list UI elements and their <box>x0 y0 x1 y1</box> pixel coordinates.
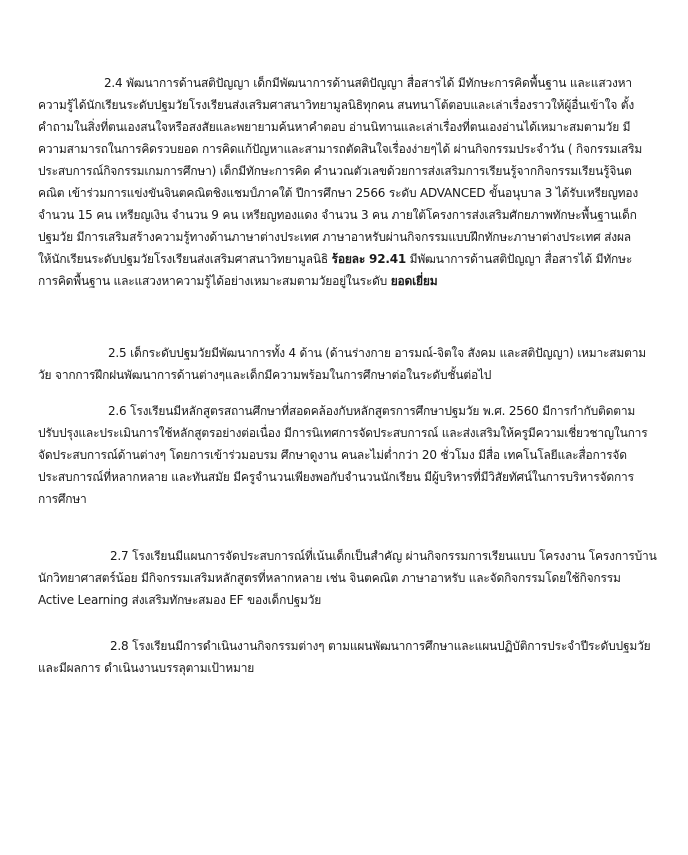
paragraph-line: 2.8 โรงเรียนมีการดำเนินงานกิจกรรมต่างๆ ตามแผนพัฒนาการศึกษาและแผนปฏิบัติการประจำปีระดับปฐมวัย <box>110 639 651 653</box>
paragraph-line: และมีผลการ ดำเนินงานบรรลุตามเป้าหมาย <box>38 661 255 675</box>
paragraph-line: 2.6 โรงเรียนมีหลักสูตรสถานศึกษาที่สอดคล้องกับหลักสูตรการศึกษาปฐมวัย พ.ศ. 2560 มีการกำกับติดตาม <box>108 404 636 418</box>
paragraph-2-8 <box>38 635 658 679</box>
paragraph-line: ความรู้ได้นักเรียนระดับปฐมวัยโรงเรียนส่งเสริมศาสนาวิทยามูลนิธิทุกคน สนทนาโต้ตอบและเล่าเรื่องราวให้ผู้อื่นเข้าใจ ตั้ง <box>38 98 635 112</box>
paragraph-line: ปรับปรุงและประเมินการใช้หลักสูตรอย่างต่อเนื่อง มีการนิเทศการจัดประสบการณ์ และส่งเสริมให้ครูมีความเชี่ยวชาญในการ <box>38 426 648 440</box>
paragraph-line: จัดประสบการณ์ด้านต่างๆ โดยการเข้าร่วมอบรม ศึกษาดูงาน คนละไม่ต่ำกว่า 20 ชั่วโมง มีสื่อ เทคโนโลยีและสื่อการจัด <box>38 448 627 462</box>
paragraph-2-5 <box>38 342 658 386</box>
line-text: การคิดพื้นฐาน และแสวงหาความรู้ได้อย่างเหมาะสมตามวัยอยู่ในระดับ <box>38 274 391 288</box>
line-text: มีพัฒนาการด้านสติปัญญา สื่อสารได้ มีทักษะ <box>406 252 633 266</box>
paragraph-line: คำถามในสิ่งที่ตนเองสนใจหรือสงสัยและพยายามค้นหาคำตอบ อ่านนิทานและเล่าเรื่องที่ตนเองอ่านได้เหมาะสมตามวัย มี <box>38 120 631 134</box>
paragraph-line: 2.4 พัฒนาการด้านสติปัญญา เด็กมีพัฒนาการด้านสติปัญญา สื่อสารได้ มีทักษะการคิดพื้นฐาน และแสวงหา <box>104 76 632 90</box>
paragraph-line: คณิต เข้าร่วมการแข่งขันจินตคณิตชิงแชมป์ภาคใต้ ปีการศึกษา 2566 ระดับ ADVANCED ขั้นอนุบาล 3 ได้รับเหรียญทอง <box>38 186 639 200</box>
paragraph-line: นักวิทยาศาสตร์น้อย มีกิจกรรมเสริมหลักสูตรที่หลากหลาย เช่น จินตคณิต ภาษาอาหรับ และจัดกิจกรรมโดยใช้กิจกรรม <box>38 571 621 585</box>
paragraph-line: 2.5 เด็กระดับปฐมวัยมีพัฒนาการทั้ง 4 ด้าน (ด้านร่างกาย อารมณ์-จิตใจ สังคม และสติปัญญา) เหมาะสมตาม <box>108 346 646 360</box>
paragraph-line: การศึกษา <box>38 492 87 506</box>
paragraph-line: วัย จากการฝึกฝนพัฒนาการด้านต่างๆและเด็กมีความพร้อมในการศึกษาต่อในระดับชั้นต่อไป <box>38 368 492 382</box>
highlight-percentage: ร้อยละ 92.41 <box>331 252 407 266</box>
paragraph-line: ความสามารถในการคิดรวบยอด การคิดแก้ปัญหาและสามารถตัดสินใจเรื่องง่ายๆได้ ผ่านกิจกรรมประจำวัน ( กิจกรรมเสริม <box>38 142 643 156</box>
paragraph-2-6 <box>38 400 658 510</box>
highlight-rating: ยอดเยี่ยม <box>390 274 438 288</box>
paragraph-line <box>38 248 658 270</box>
paragraph-line: จำนวน 15 คน เหรียญเงิน จำนวน 9 คน เหรียญทองแดง จำนวน 3 คน ภายใต้โครงการส่งเสริมศักยภาพทักษะพื้นฐานเด็ก <box>38 208 637 222</box>
paragraph-2-4 <box>38 72 658 292</box>
line-text: ให้นักเรียนระดับปฐมวัยโรงเรียนส่งเสริมศาสนาวิทยามูลนิธิ <box>38 252 332 266</box>
paragraph-line: Active Learning ส่งเสริมทักษะสมอง EF ของเด็กปฐมวัย <box>38 593 322 607</box>
paragraph-2-7 <box>38 545 658 611</box>
paragraph-line: ประสบการณ์กิจกรรมเกมการศึกษา) เด็กมีทักษะการคิด คำนวณตัวเลขด้วยการส่งเสริมการเรียนรู้จากกิจกรรมเรียนรู้จินต <box>38 164 632 178</box>
paragraph-line: ประสบการณ์ที่หลากหลาย และทันสมัย มีครูจำนวนเพียงพอกับจำนวนนักเรียน มีผู้บริหารที่มีวิสัยทัศน์ในการบริหารจัดการ <box>38 470 634 484</box>
paragraph-line: ปฐมวัย มีการเสริมสร้างความรู้ทางด้านภาษาต่างประเทศ ภาษาอาหรับผ่านกิจกรรมแบบฝึกทักษะภาษาต่างประเทศ ส่งผล <box>38 230 631 244</box>
paragraph-line: 2.7 โรงเรียนมีแผนการจัดประสบการณ์ที่เน้นเด็กเป็นสำคัญ ผ่านกิจกรรมการเรียนแบบ โครงงาน โครงการบ้าน <box>110 549 657 563</box>
paragraph-line <box>38 270 658 292</box>
